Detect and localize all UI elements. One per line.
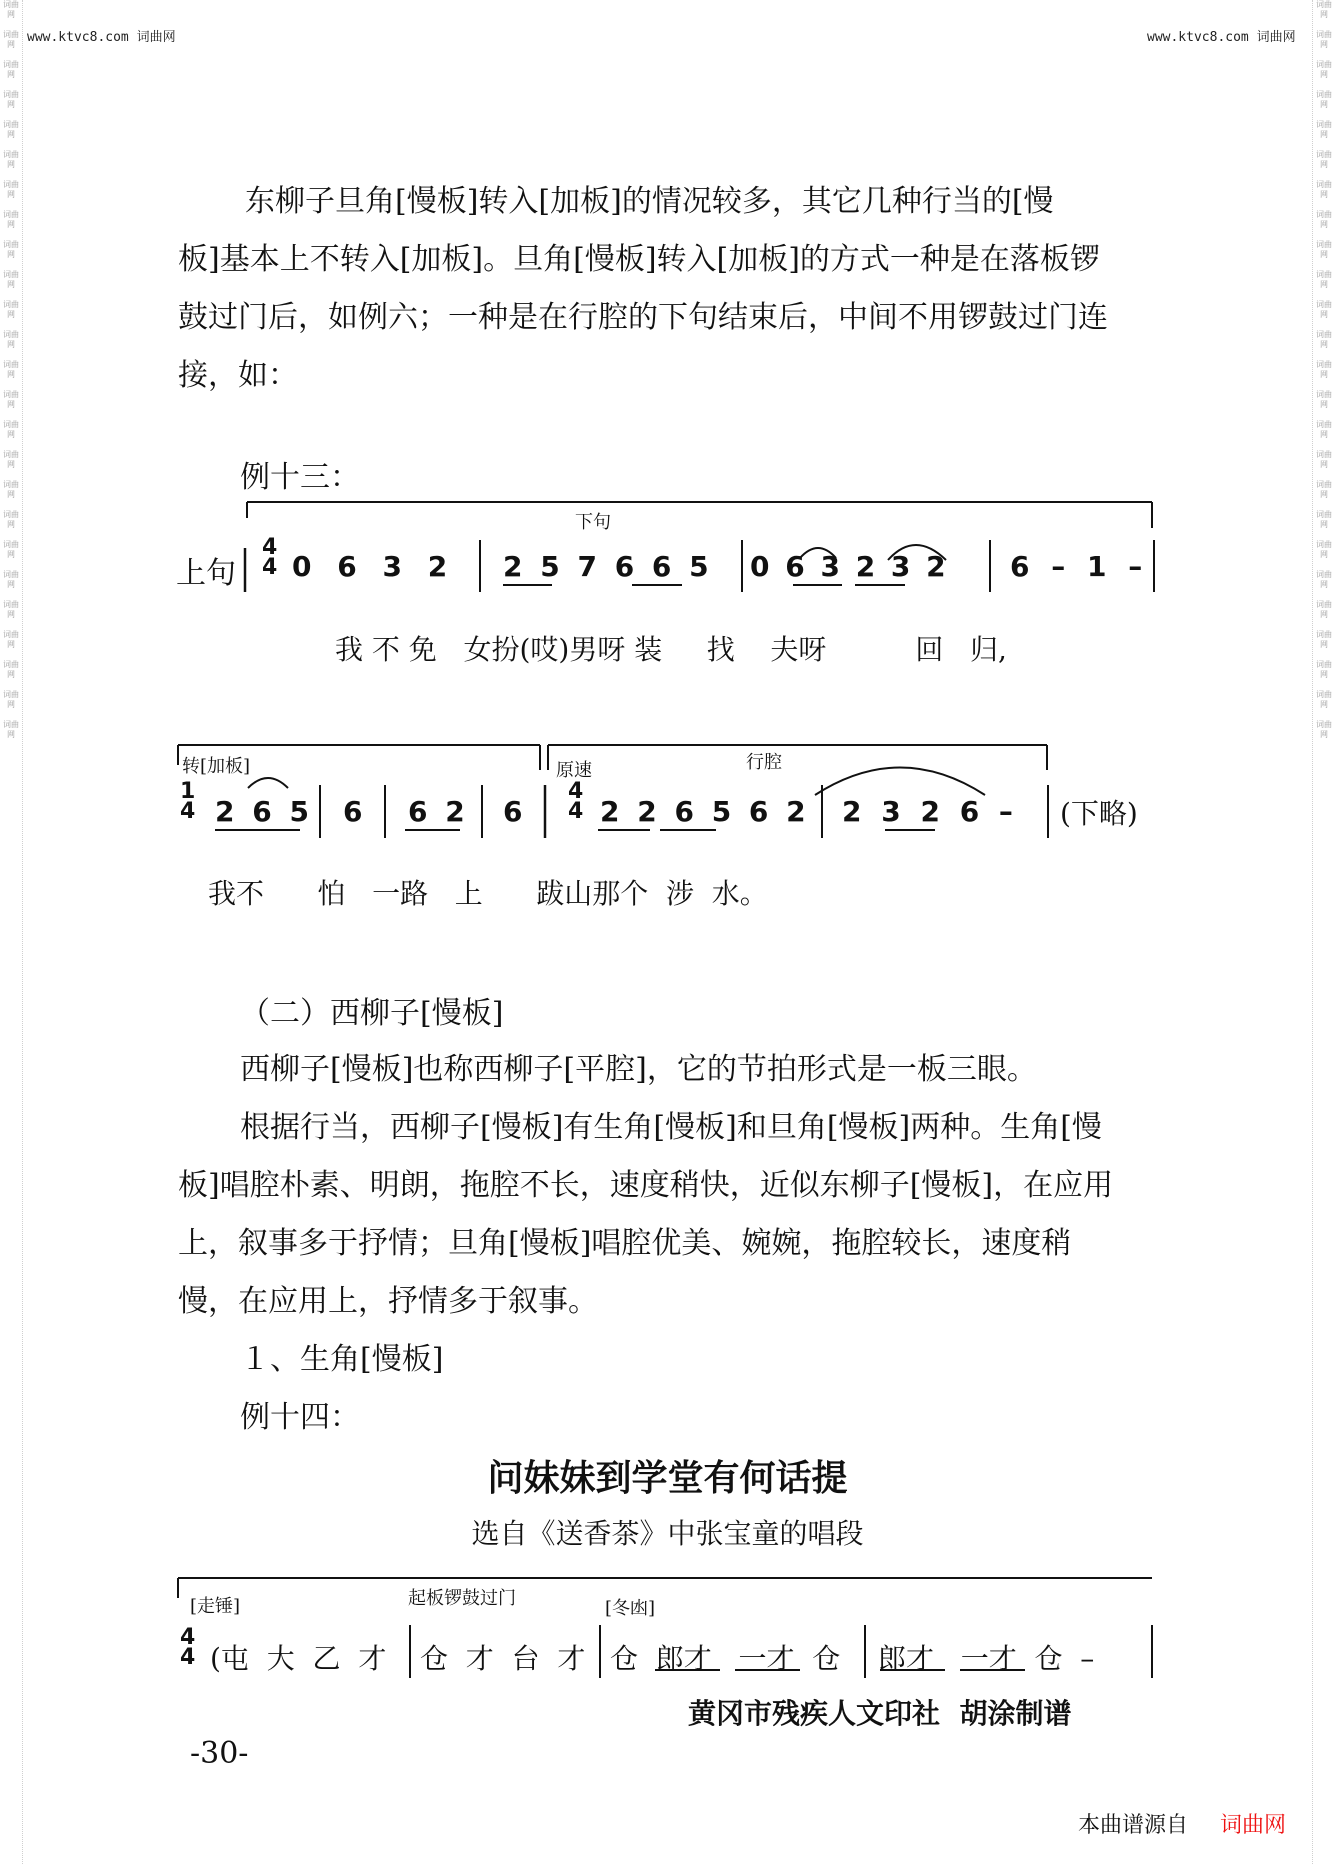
time-denominator: 4 [262,555,278,580]
section2-p2-line2: 板]唱腔朴素、明朗，拖腔不长，速度稍快，近似东柳子[慢板]，在应用 [178,1168,1114,1203]
section2-p2-line4: 慢，在应用上，抒情多于叙事。 [178,1284,598,1319]
ex13-row2-m6: 2 3 2 6 – [842,795,1018,828]
mark-xiaju: 下句 [575,512,611,533]
mark-dongdang: [冬凼] [605,1598,656,1619]
section2-p2-line1: 根据行当，西柳子[慢板]有生角[慢板]和旦角[慢板]两种。生角[慢 [240,1110,1102,1145]
time3-numerator: 4 [568,779,584,804]
ex13-lyrics-2: 我不 怕 一路 上 跋山那个 涉 水。 [208,877,768,910]
ex13-row2-m3: 6 2 [408,795,469,828]
ex13-row2-m4: 6 [503,795,523,828]
time2-numerator: 1 [180,779,196,804]
ex14-measure-2: 仓 才 台 才 [420,1642,586,1675]
ex14-measure-4: 郎才 一才 仓 – [878,1642,1095,1675]
intro-line-3: 鼓过门后，如例六；一种是在行腔的下句结束后，中间不用锣鼓过门连 [178,300,1108,335]
example14-label: 例十四： [240,1400,360,1435]
ex13-row2-m5: 2 2 6 5 6 2 [600,795,810,828]
ex14-measure-3: 仓 郎才 一才 仓 [610,1642,841,1675]
footer-source-text: 本曲谱源自 [1078,1813,1189,1838]
mark-zhuan-jiaban: 转[加板] [182,756,251,777]
side-label-shangju: 上句 [176,556,236,591]
header-site-left[interactable]: www.ktvc8.com 词曲网 [27,30,176,45]
page-number: -30- [190,1736,249,1771]
time2-denominator: 4 [180,799,196,824]
right-margin-text: 词曲网 词曲网 词曲网 词曲网 词曲网 词曲网 词曲网 词曲网 词曲网 词曲网 词曲网 词曲网 词曲网 词曲网 词曲网 词曲网 词曲网 词曲网 词曲网 词曲网 词曲网 词曲网 词曲网 词曲网 词曲网 [1316,0,1332,739]
ex13-row2-m1: 2 6 5 [215,795,313,828]
mark-qiban: 起板锣鼓过门 [408,1588,516,1609]
section2-heading: （二）西柳子[慢板] [240,996,504,1031]
ex14-credit: 黄冈市残疾人文印社 胡涂制谱 [688,1697,1072,1730]
ex14-time-numerator: 4 [180,1625,196,1650]
ex14-measure-1: (屯 大 乙 才 [210,1642,387,1675]
ex13-row2-end: (下略) [1060,797,1138,830]
ex14-time-signature [180,1625,196,1670]
intro-line-2: 板]基本上不转入[加板]。旦角[慢板]转入[加板]的方式一种是在落板锣 [178,242,1100,277]
section2-sub1: １、生角[慢板] [240,1342,444,1377]
ex13-measure-4: 6 – 1 – [1010,550,1149,583]
mark-yuansu: 原速 [556,760,592,781]
header-site-right[interactable]: www.ktvc8.com 词曲网 [1147,30,1296,45]
ex14-time-denominator: 4 [180,1645,196,1670]
time-signature-2 [180,779,196,824]
example14-title: 问妹妹到学堂有何话提 [487,1458,848,1499]
ex13-row2-m2: 6 [343,795,363,828]
time-signature [262,535,278,580]
example14-subtitle: 选自《送香茶》中张宝童的唱段 [471,1517,864,1550]
ex13-measure-3: 0 6 3 2 3 2 [750,550,949,583]
time-numerator: 4 [262,535,278,560]
example13-label: 例十三： [240,460,360,495]
section2-p1: 西柳子[慢板]也称西柳子[平腔]，它的节拍形式是一板三眼。 [240,1052,1037,1087]
left-margin-text: 词曲网 词曲网 词曲网 词曲网 词曲网 词曲网 词曲网 词曲网 词曲网 词曲网 词曲网 词曲网 词曲网 词曲网 词曲网 词曲网 词曲网 词曲网 词曲网 词曲网 词曲网 词曲网 词曲网 词曲网 词曲网 [3,0,19,739]
ex13-lyrics-1: 我 不 免 女扮(哎)男呀 装 找 夫呀 回 归, [335,633,1007,666]
footer-brand-link[interactable]: 词曲网 [1220,1813,1287,1838]
mark-zouchui: [走锤] [190,1596,241,1617]
mark-xingqiang: 行腔 [746,752,782,773]
ex13-measure-1: 0 6 3 2 [292,550,456,583]
section2-p2-line3: 上，叙事多于抒情；旦角[慢板]唱腔优美、婉婉，拖腔较长，速度稍 [178,1226,1072,1261]
intro-line-1: 东柳子旦角[慢板]转入[加板]的情况较多，其它几种行当的[慢 [245,184,1054,219]
ex13-measure-2: 2 5 7 6 6 5 [503,550,713,583]
intro-line-4: 接，如： [178,358,298,393]
time3-denominator: 4 [568,799,584,824]
time-signature-3 [568,779,584,824]
